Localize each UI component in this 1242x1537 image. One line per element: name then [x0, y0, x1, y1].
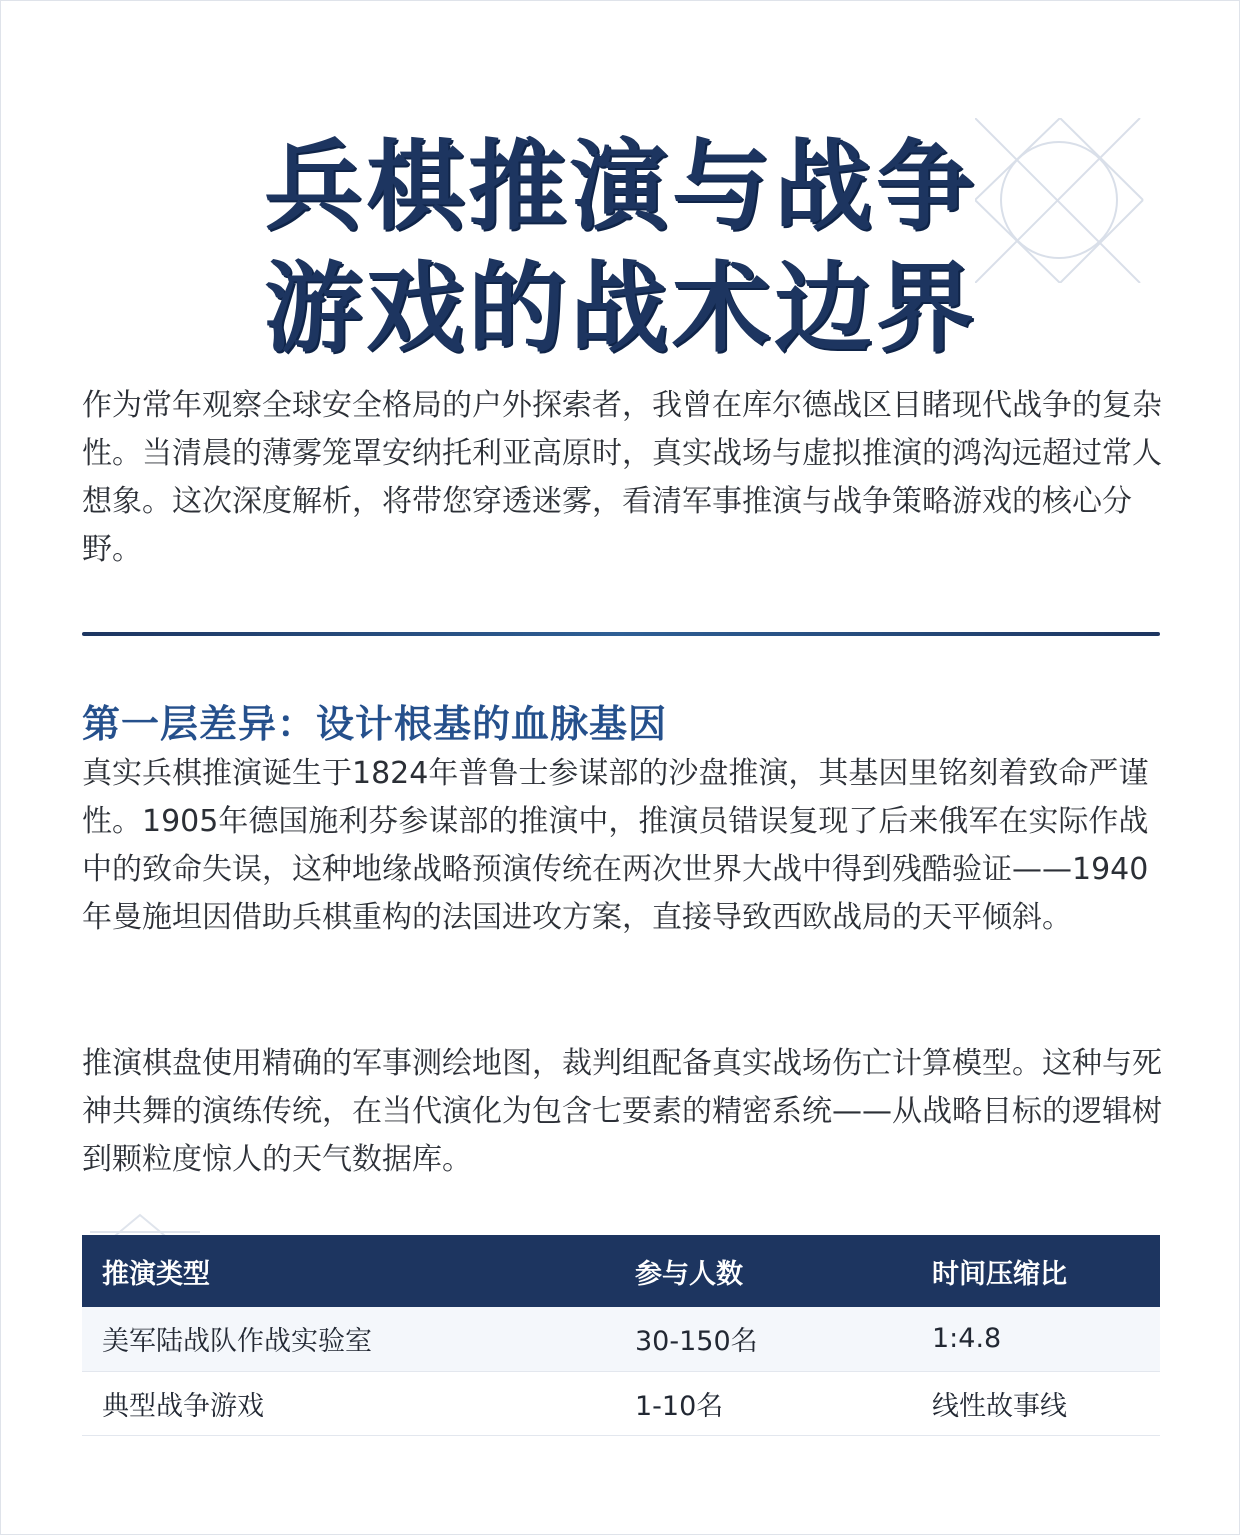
title-line-2: 游戏的战术边界	[263, 251, 978, 366]
table-row	[82, 1371, 1160, 1435]
table-row	[82, 1307, 1160, 1371]
table-cell: 典型战争游戏	[102, 1390, 264, 1422]
table-cell: 美军陆战队作战实验室	[102, 1326, 372, 1358]
table-cell: 30-150名	[635, 1326, 758, 1358]
table-cell: 1:4.8	[932, 1323, 1002, 1355]
table-header-cell: 推演类型	[102, 1258, 210, 1290]
body-paragraph-2: 推演棋盘使用精确的军事测绘地图，裁判组配备真实战场伤亡计算模型。这种与死神共舞的演练传统，在当代演化为包含七要素的精密系统——从战略目标的逻辑树到颗粒度惊人的天气数据库。	[82, 1046, 1162, 1177]
title-line-1: 兵棋推演与战争	[263, 129, 978, 244]
section-divider	[82, 632, 1160, 636]
table-header-cell: 时间压缩比	[932, 1258, 1067, 1290]
table-header-row	[82, 1235, 1160, 1307]
table-cell: 线性故事线	[932, 1390, 1067, 1422]
table-header-cell: 参与人数	[635, 1258, 743, 1290]
comparison-table	[82, 1235, 1160, 1436]
body-paragraph-1: 真实兵棋推演诞生于1824年普鲁士参谋部的沙盘推演，其基因里铭刻着致命严谨性。1905年德国施利芬参谋部的推演中，推演员错误复现了后来俄军在实际作战中的致命失误，这种地缘战略预演传统在两次世界大战中得到残酷验证——1940年曼施坦因借助兵棋重构的法国进攻方案，直接导致西欧战局的天平倾斜。	[82, 756, 1149, 935]
page-title	[0, 126, 1242, 370]
table-cell: 1-10名	[635, 1390, 724, 1422]
section-heading: 第一层差异：设计根基的血脉基因	[82, 702, 668, 746]
intro-paragraph: 作为常年观察全球安全格局的户外探索者，我曾在库尔德战区目睹现代战争的复杂性。当清晨的薄雾笼罩安纳托利亚高原时，真实战场与虚拟推演的鸿沟远超过常人想象。这次深度解析，将带您穿透迷雾，看清军事推演与战争策略游戏的核心分野。	[82, 388, 1162, 567]
